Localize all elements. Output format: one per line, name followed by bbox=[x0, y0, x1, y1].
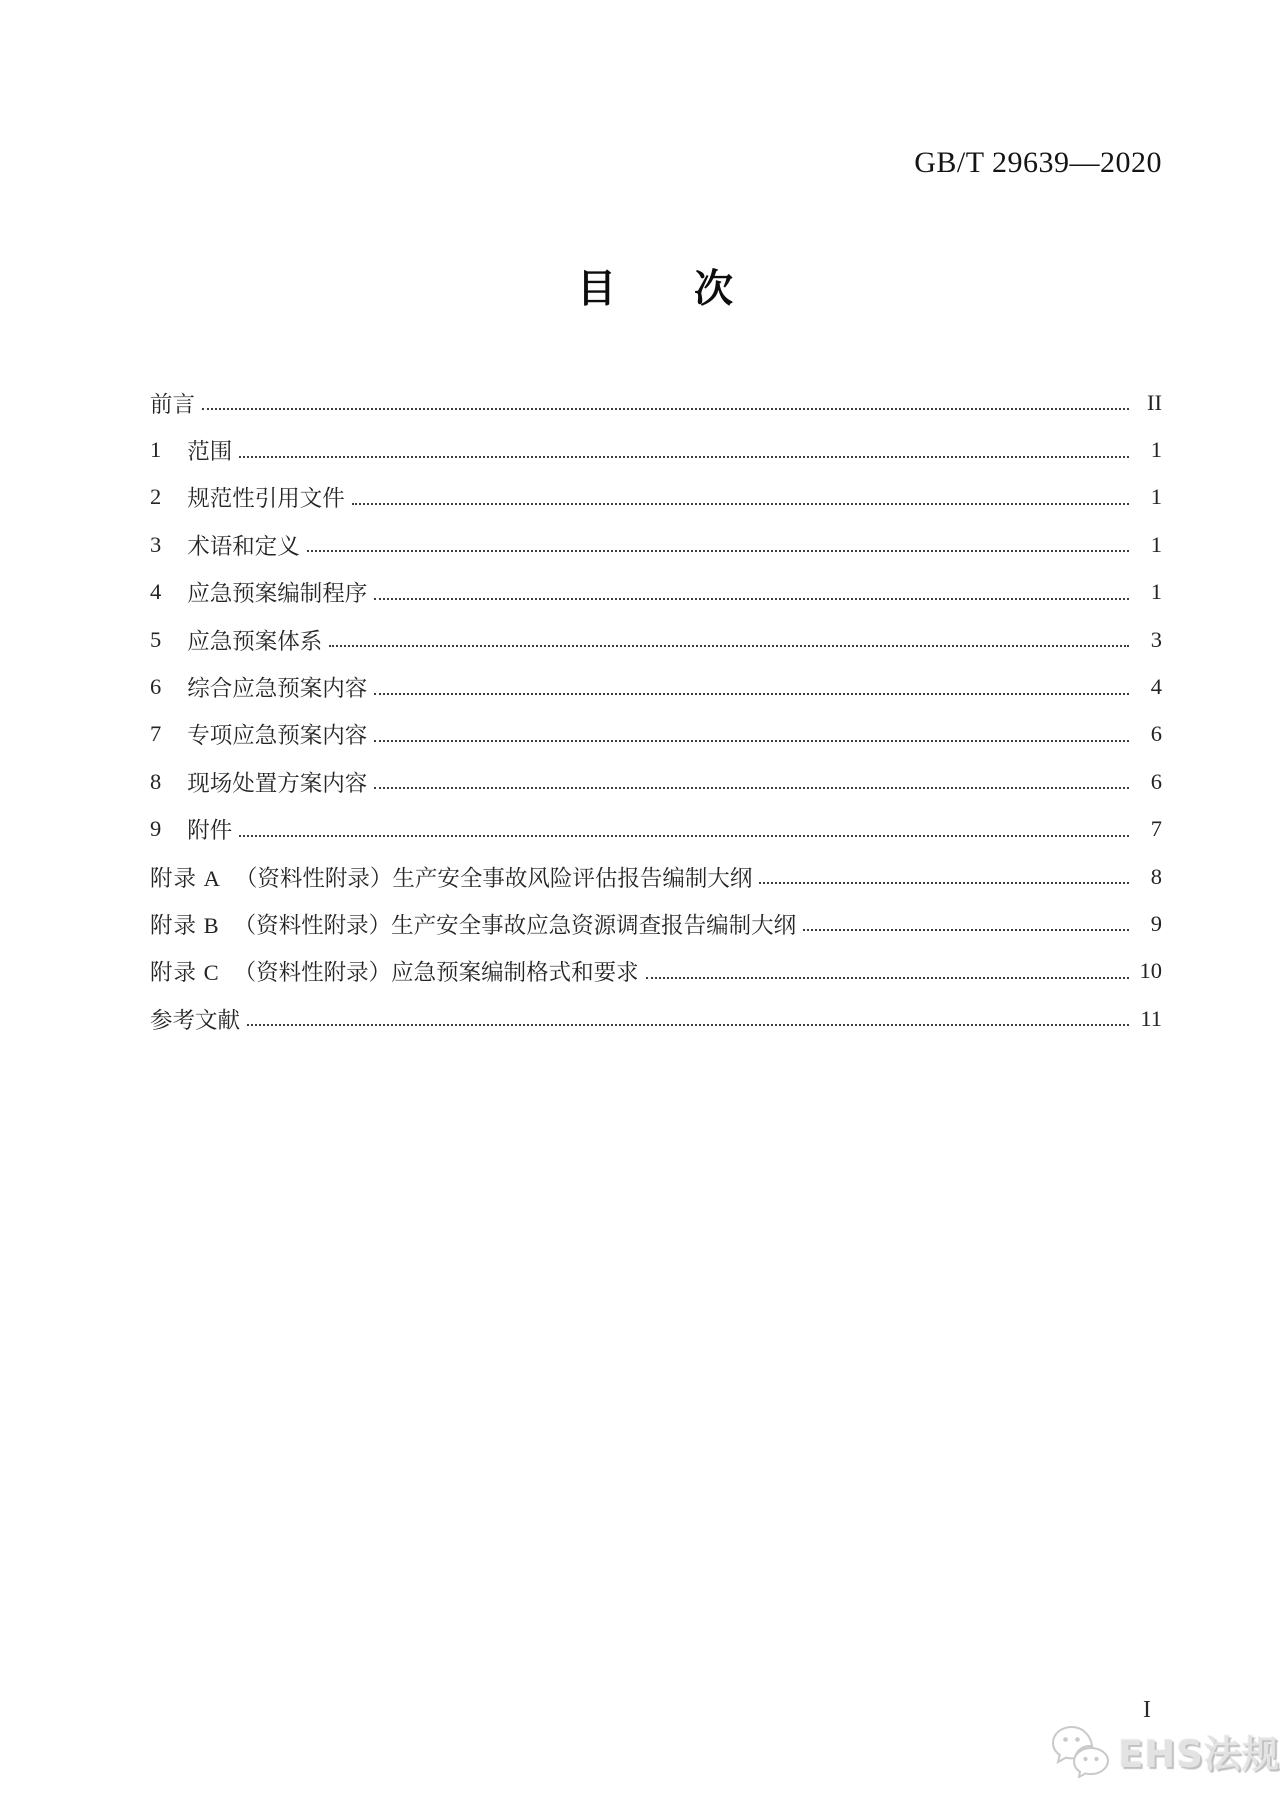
toc-entry-number: 附录 B bbox=[150, 912, 220, 938]
toc-entry-number: 9 bbox=[150, 816, 162, 842]
toc-entry-label: 应急预案编制程序 bbox=[187, 581, 368, 607]
toc-entry-number: 4 bbox=[150, 579, 162, 605]
toc-entry-number: 附录 C bbox=[150, 960, 220, 986]
toc-entry-label: 综合应急预案内容 bbox=[187, 676, 368, 702]
wechat-speech-bubbles-icon bbox=[1050, 1724, 1112, 1778]
toc-entry-number: 5 bbox=[150, 626, 162, 652]
toc-entry-number: 8 bbox=[150, 768, 162, 794]
dot-leader bbox=[803, 916, 1129, 931]
toc-entry bbox=[150, 758, 1162, 805]
toc-entry-page-number: 1 bbox=[1150, 531, 1162, 557]
toc-entry-page-number: 11 bbox=[1140, 1005, 1162, 1031]
toc-entry bbox=[150, 379, 1162, 426]
toc-entry bbox=[150, 806, 1162, 853]
toc-entry-page-number: 1 bbox=[1150, 484, 1162, 510]
dot-leader bbox=[202, 395, 1129, 410]
toc-entry-label: 专项应急预案内容 bbox=[187, 723, 368, 749]
toc-entry-label: 附件 bbox=[187, 818, 233, 844]
toc-entry bbox=[150, 948, 1162, 995]
dot-leader bbox=[329, 632, 1129, 647]
table-of-contents bbox=[150, 379, 1162, 1042]
toc-entry-label: （资料性附录）应急预案编制格式和要求 bbox=[233, 960, 639, 986]
toc-entry-page-number: 6 bbox=[1150, 721, 1162, 747]
dot-leader bbox=[247, 1011, 1129, 1026]
toc-entry-label: （资料性附录）生产安全事故应急资源调查报告编制大纲 bbox=[233, 912, 797, 938]
dot-leader bbox=[374, 727, 1129, 742]
dot-leader bbox=[307, 537, 1129, 552]
toc-entry-label: （资料性附录）生产安全事故风险评估报告编制大纲 bbox=[234, 865, 753, 891]
toc-entry-label: 范围 bbox=[187, 439, 233, 465]
page-title: 目 次 bbox=[576, 267, 733, 312]
dot-leader bbox=[352, 490, 1129, 505]
toc-entry-page-number: 1 bbox=[1150, 437, 1162, 463]
toc-entry-page-number: 6 bbox=[1150, 768, 1162, 794]
toc-entry bbox=[150, 900, 1162, 947]
dot-leader bbox=[759, 869, 1129, 884]
toc-entry-page-number: 8 bbox=[1150, 863, 1162, 889]
dot-leader bbox=[646, 964, 1129, 979]
toc-entry bbox=[150, 853, 1162, 900]
toc-entry-label: 现场处置方案内容 bbox=[187, 770, 368, 796]
toc-entry-number: 附录 A bbox=[150, 865, 221, 891]
toc-entry bbox=[150, 711, 1162, 758]
dot-leader bbox=[239, 822, 1129, 837]
toc-entry bbox=[150, 569, 1162, 616]
toc-entry-page-number: 4 bbox=[1150, 674, 1162, 700]
toc-entry-label: 前言 bbox=[150, 391, 196, 417]
toc-entry-page-number: 3 bbox=[1150, 626, 1162, 652]
dot-leader bbox=[374, 680, 1129, 695]
toc-entry-page-number: II bbox=[1147, 389, 1162, 415]
toc-entry-label: 术语和定义 bbox=[187, 533, 300, 559]
toc-entry bbox=[150, 616, 1162, 663]
toc-entry-number: 1 bbox=[150, 437, 162, 463]
toc-entry-page-number: 7 bbox=[1150, 816, 1162, 842]
toc-entry-number: 3 bbox=[150, 531, 162, 557]
footer-page-number: I bbox=[1143, 1697, 1151, 1723]
toc-entry bbox=[150, 521, 1162, 568]
toc-entry-number: 2 bbox=[150, 484, 162, 510]
toc-entry bbox=[150, 995, 1162, 1042]
standard-number: GB/T 29639—2020 bbox=[914, 146, 1162, 179]
toc-entry-number: 6 bbox=[150, 674, 162, 700]
toc-entry-page-number: 9 bbox=[1150, 910, 1162, 936]
toc-entry bbox=[150, 474, 1162, 521]
watermark bbox=[1050, 1724, 1280, 1778]
toc-entry bbox=[150, 426, 1162, 473]
dot-leader bbox=[239, 443, 1129, 458]
toc-entry-label: 应急预案体系 bbox=[187, 628, 323, 654]
toc-entry-page-number: 10 bbox=[1139, 958, 1162, 984]
toc-entry-page-number: 1 bbox=[1150, 579, 1162, 605]
watermark-text: EHS法规 bbox=[1118, 1733, 1280, 1776]
toc-entry-label: 参考文献 bbox=[150, 1007, 241, 1033]
toc-entry-number: 7 bbox=[150, 721, 162, 747]
dot-leader bbox=[374, 585, 1129, 600]
dot-leader bbox=[374, 774, 1129, 789]
toc-entry-label: 规范性引用文件 bbox=[187, 486, 345, 512]
toc-entry bbox=[150, 663, 1162, 710]
